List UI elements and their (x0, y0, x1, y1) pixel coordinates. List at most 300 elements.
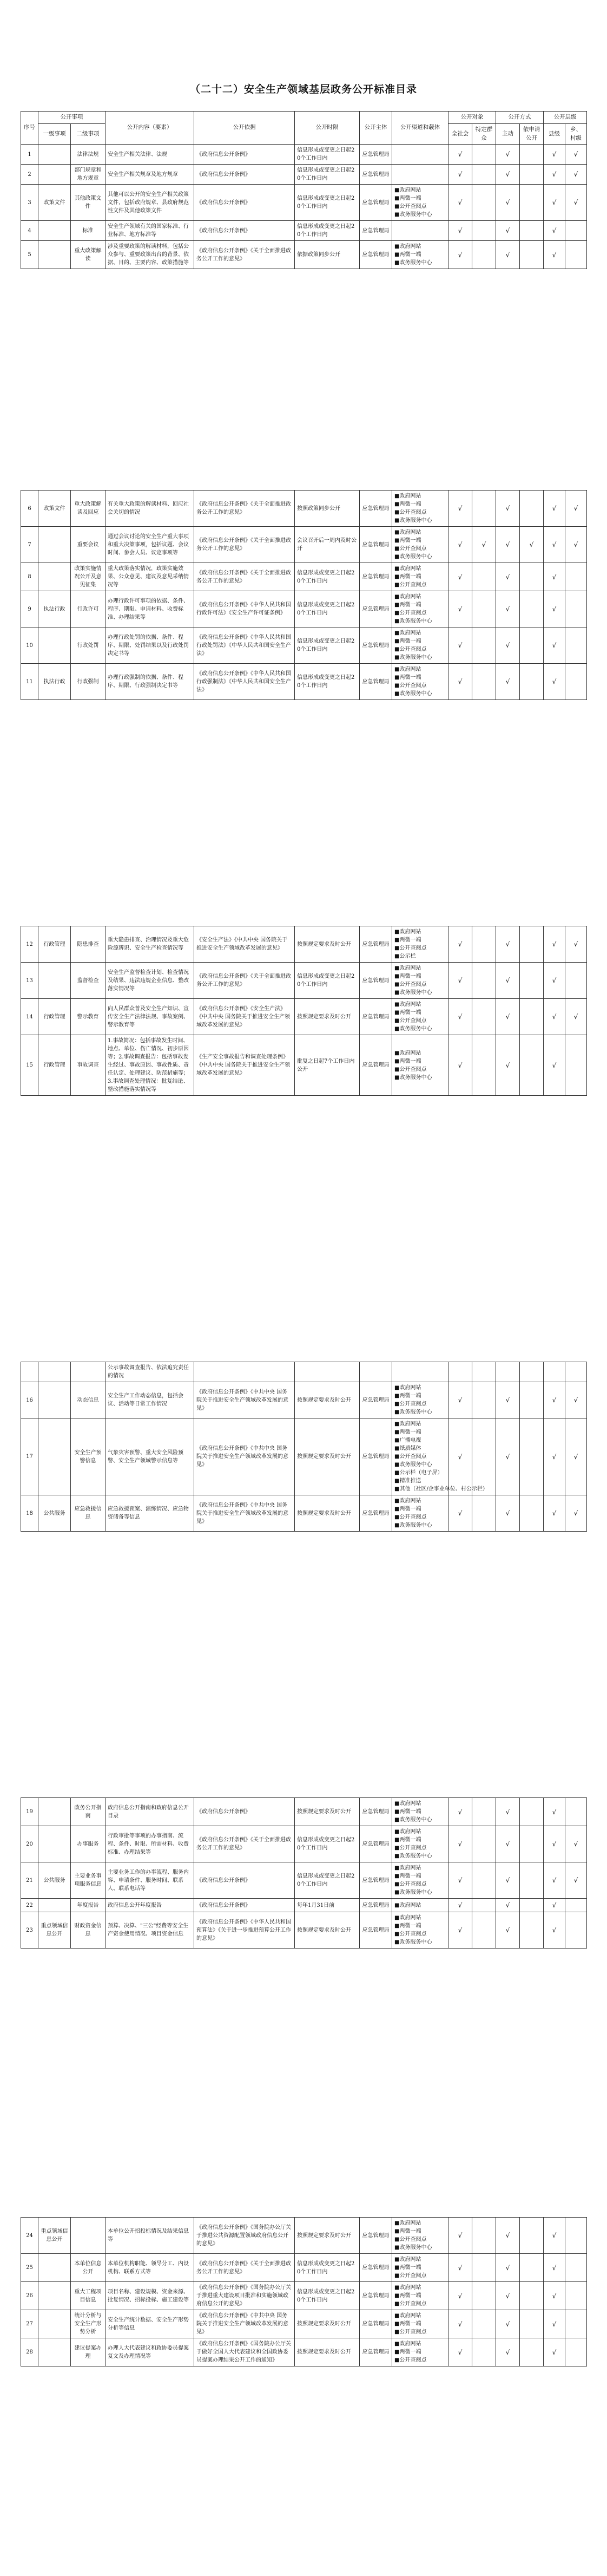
cell-specific (472, 1798, 496, 1826)
cell-basis: 《政府信息公开条例》《关于全面推进政务公开工作的意见》 (194, 1826, 295, 1862)
cell-content: 办理人大代表建议和政协委员提案复文及办理情况等 (105, 2338, 194, 2366)
cell-time: 信息形成或变更之日起20个工作日内 (295, 221, 360, 241)
channel-item: ■公开查阅点 (394, 2301, 427, 2307)
cell-seq: 8 (21, 563, 38, 591)
cell-specific (472, 1382, 496, 1418)
cell-apply (520, 926, 544, 963)
cell-channel (392, 664, 448, 700)
cell-level2: 建议提案办理 (71, 2338, 105, 2366)
cell-county: √ (544, 563, 565, 591)
channel-item: ■政府网站 (394, 1421, 421, 1427)
cell-content: 安全生产领域有关的国家标准、行业标准、地方标准等 (105, 221, 194, 241)
cell-level1: 公共服务 (38, 1495, 71, 1532)
cell-township: √ (565, 1382, 587, 1418)
cell-specific (472, 1362, 496, 1382)
channel-item: ■公开查阅点 (394, 1845, 427, 1851)
channel-item: ■公开查阅点 (394, 945, 427, 951)
cell-county: √ (544, 1912, 565, 1949)
cell-active: √ (496, 1912, 520, 1949)
cell-time: 按照规定要求及时公开 (295, 2310, 360, 2338)
cell-active: √ (496, 2254, 520, 2282)
cell-all-society: √ (448, 1912, 472, 1949)
cell-level2: 本单位信息公开 (71, 2254, 105, 2282)
cell-active: √ (496, 627, 520, 664)
cell-level2: 重要会议 (71, 527, 105, 563)
cell-county: √ (544, 1862, 565, 1899)
cell-specific (472, 165, 496, 185)
table-header-row (21, 112, 587, 124)
cell-county: √ (544, 591, 565, 627)
cell-township (565, 2218, 587, 2254)
cell-level1: 行政管理 (38, 926, 71, 963)
table-row (21, 491, 587, 527)
cell-specific (472, 1912, 496, 1949)
cell-apply (520, 1798, 544, 1826)
cell-subject: 应急管理局 (360, 1862, 392, 1899)
cell-content: 1.事故简况：包括事故发生时间、地点、单位、伤亡情况、初步原因等；2.事故调查报告：包括事故发生经过、事故原因、事故性质、责任认定、处理建议、防范措施等；3.事故调查处理情况：批复结论、整改措施落实情况等 (105, 1035, 194, 1096)
cell-time: 按照规定要求及时公开 (295, 1495, 360, 1532)
channel-item: ■政府网站 (394, 2257, 421, 2263)
cell-channel (392, 627, 448, 664)
cell-level1 (38, 2338, 71, 2366)
cell-subject: 应急管理局 (360, 165, 392, 185)
cell-seq: 20 (21, 1826, 38, 1862)
cell-content: 通过会议讨论的安全生产重大事项和重大决策事项，包括议题、会议时间、参会人员、议定事项等 (105, 527, 194, 563)
cell-content: 本单位公开招投标情况及结果信息等 (105, 2218, 194, 2254)
channel-item: ■政府网站 (394, 1915, 421, 1921)
cell-basis: 《政府信息公开条例》 (194, 221, 295, 241)
header-channel: 公开渠道和载体 (392, 112, 448, 145)
cell-township (565, 1912, 587, 1949)
cell-county: √ (544, 2338, 565, 2366)
cell-level1 (38, 1362, 71, 1382)
cell-time: 信息形成或变更之日起20个工作日内 (295, 1826, 360, 1862)
cell-level2: 行政许可 (71, 591, 105, 627)
cell-subject: 应急管理局 (360, 2338, 392, 2366)
cell-channel (392, 185, 448, 221)
cell-all-society: √ (448, 2338, 472, 2366)
channel-item: ■政务服务中心 (394, 1074, 432, 1081)
cell-county: √ (544, 2282, 565, 2310)
channel-item: ■政务服务中心 (394, 618, 432, 624)
channel-item: ■政府网站 (394, 187, 421, 194)
table-row (21, 1362, 587, 1382)
cell-time: 信息形成或变更之日起20个工作日内 (295, 145, 360, 165)
cell-specific (472, 963, 496, 999)
cell-active: √ (496, 165, 520, 185)
cell-apply (520, 999, 544, 1035)
channel-item: ■公开查阅点 (394, 982, 427, 988)
cell-level2 (71, 2218, 105, 2254)
cell-all-society: √ (448, 527, 472, 563)
cell-time: 按照政策同步公开 (295, 491, 360, 527)
cell-specific (472, 926, 496, 963)
channel-item: ■政府网站 (394, 2285, 421, 2291)
catalog-table-page-4 (21, 1362, 587, 1532)
header-basis: 公开依据 (194, 112, 295, 145)
cell-level2: 监督检查 (71, 963, 105, 999)
cell-content: 公示事故调查报告、依法追究责任的情况 (105, 1362, 194, 1382)
cell-seq: 17 (21, 1418, 38, 1495)
channel-item: ■公开查阅点 (394, 1401, 427, 1407)
channel-item: ■公示栏（电子屏） (394, 1470, 443, 1476)
channel-item: ■政府网站 (394, 1829, 421, 1835)
cell-level1: 行政管理 (38, 999, 71, 1035)
cell-time: 按照规定要求及时公开 (295, 1418, 360, 1495)
table-row (21, 1862, 587, 1899)
table-row (21, 1418, 587, 1495)
channel-item: ■两微一端 (394, 638, 421, 644)
cell-time: 信息形成或变更之日起20个工作日内 (295, 1862, 360, 1899)
cell-apply (520, 1826, 544, 1862)
cell-apply (520, 591, 544, 627)
cell-township: √ (565, 185, 587, 221)
cell-specific (472, 2254, 496, 2282)
cell-channel (392, 2310, 448, 2338)
cell-all-society: √ (448, 221, 472, 241)
cell-subject: 应急管理局 (360, 221, 392, 241)
channel-item: ■两微一端 (394, 501, 421, 507)
cell-channel (392, 926, 448, 963)
cell-level1 (38, 627, 71, 664)
cell-subject (360, 1362, 392, 1382)
cell-seq: 15 (21, 1035, 38, 1096)
cell-specific (472, 563, 496, 591)
cell-level2: 政策实施情况公开及意见征集 (71, 563, 105, 591)
channel-item: ■公开查阅点 (394, 610, 427, 616)
cell-apply (520, 2282, 544, 2310)
cell-seq: 23 (21, 1912, 38, 1949)
cell-all-society: √ (448, 241, 472, 269)
cell-seq: 3 (21, 185, 38, 221)
channel-item: ■两微一端 (394, 1393, 421, 1399)
cell-subject: 应急管理局 (360, 1418, 392, 1495)
cell-time: 按照规定要求及时公开 (295, 1382, 360, 1418)
cell-township: √ (565, 165, 587, 185)
cell-content: 政府信息公开指南和政府信息公开目录 (105, 1798, 194, 1826)
cell-channel (392, 1798, 448, 1826)
cell-time: 信息形成或变更之日起20个工作日内 (295, 2282, 360, 2310)
cell-level1 (38, 2254, 71, 2282)
cell-apply (520, 1035, 544, 1096)
cell-seq: 12 (21, 926, 38, 963)
cell-apply (520, 664, 544, 700)
channel-item: ■公开查阅点 (394, 2273, 427, 2279)
channel-item: ■政务服务中心 (394, 691, 432, 697)
cell-basis: 《安全生产法》《中共中央 国务院关于推进安全生产领域改革发展的意见》 (194, 926, 295, 963)
cell-apply (520, 1899, 544, 1912)
cell-seq: 18 (21, 1495, 38, 1532)
channel-item: ■政务服务中心 (394, 1853, 432, 1859)
header-time: 公开时限 (295, 112, 360, 145)
cell-basis: 《政府信息公开条例》《关于全面推进政务公开工作的意见》 (194, 563, 295, 591)
table-row (21, 999, 587, 1035)
channel-item: ■公开查阅点 (394, 1514, 427, 1520)
cell-subject: 应急管理局 (360, 627, 392, 664)
cell-county: √ (544, 491, 565, 527)
cell-active: √ (496, 664, 520, 700)
cell-time: 依据政策同步公开 (295, 241, 360, 269)
cell-subject: 应急管理局 (360, 145, 392, 165)
cell-township (565, 963, 587, 999)
cell-level1 (38, 241, 71, 269)
cell-level1 (38, 527, 71, 563)
catalog-table-page-6 (21, 2217, 587, 2366)
cell-specific (472, 1035, 496, 1096)
cell-township (565, 563, 587, 591)
cell-content: 办理行政处罚的依据、条件、程序、期限、处罚结果以及行政处罚决定书等 (105, 627, 194, 664)
channel-item: ■两微一端 (394, 2293, 421, 2299)
cell-township (565, 2338, 587, 2366)
cell-basis: 《政府信息公开条例》《中共中央 国务院关于推进安全生产领域改革发展的意见》 (194, 2310, 295, 2338)
cell-township: √ (565, 1826, 587, 1862)
cell-time: 信息形成或变更之日起20个工作日内 (295, 664, 360, 700)
table-row (21, 2218, 587, 2254)
table-row (21, 1826, 587, 1862)
header-seq: 序号 (21, 112, 38, 145)
cell-content: 安全生产相关规章及地方规章 (105, 165, 194, 185)
channel-item: ■公开查阅点 (394, 2237, 427, 2242)
cell-content: 办理行政许可事项的依据、条件、程序、期限、申请材料、收费标准、办理结果等 (105, 591, 194, 627)
cell-time: 按照规定要求及时公开 (295, 926, 360, 963)
cell-level1: 行政管理 (38, 1035, 71, 1096)
table-row (21, 2254, 587, 2282)
cell-level1 (38, 2282, 71, 2310)
cell-time: 信息形成或变更之日起20个工作日内 (295, 165, 360, 185)
cell-all-society: √ (448, 491, 472, 527)
cell-active: √ (496, 527, 520, 563)
cell-level1 (38, 563, 71, 591)
channel-item: ■政府网站 (394, 929, 421, 935)
cell-specific (472, 241, 496, 269)
cell-seq: 13 (21, 963, 38, 999)
cell-level2: 重大政策解读及回应 (71, 491, 105, 527)
cell-time: 按照规定要求及时公开 (295, 999, 360, 1035)
cell-apply (520, 1912, 544, 1949)
cell-basis: 《政府信息公开条例》《国务院办公厅关于推进公共资源配置领域政府信息公开的意见》 (194, 2218, 295, 2254)
cell-level2: 警示教育 (71, 999, 105, 1035)
cell-subject: 应急管理局 (360, 1382, 392, 1418)
cell-township: √ (565, 1418, 587, 1495)
cell-basis: 《政府信息公开条例》《中华人民共和国行政许可法》《安全生产许可证条例》 (194, 591, 295, 627)
cell-subject: 应急管理局 (360, 999, 392, 1035)
cell-seq: 26 (21, 2282, 38, 2310)
channel-item: ■两微一端 (394, 1873, 421, 1879)
cell-township: √ (565, 1862, 587, 1899)
cell-subject: 应急管理局 (360, 1495, 392, 1532)
cell-all-society: √ (448, 2254, 472, 2282)
cell-level1 (38, 165, 71, 185)
channel-item: ■两微一端 (394, 675, 421, 681)
cell-channel (392, 145, 448, 165)
cell-content: 项目名称、建设规模、资金来源、批复情况、招标投标、施工建设等 (105, 2282, 194, 2310)
cell-channel (392, 999, 448, 1035)
channel-item: ■两微一端 (394, 2321, 421, 2327)
cell-seq: 11 (21, 664, 38, 700)
cell-seq: 22 (21, 1899, 38, 1912)
cell-content: 安全生产工作动态信息，包括会议、活动等日常工作情况 (105, 1382, 194, 1418)
cell-time: 按照规定要求及时公开 (295, 2218, 360, 2254)
cell-content: 预算、决算、"三公"经费等安全生产资金使用情况、项目资金信息 (105, 1912, 194, 1949)
cell-level2: 重大工程项目信息 (71, 2282, 105, 2310)
table-row (21, 241, 587, 269)
cell-content: 本单位机构职能、领导分工、内设机构、联系方式等 (105, 2254, 194, 2282)
cell-township (565, 664, 587, 700)
channel-item: ■政府网站 (394, 630, 421, 636)
cell-apply (520, 963, 544, 999)
cell-level2: 事故调查 (71, 1035, 105, 1096)
channel-item: ■公开查阅点 (394, 1931, 427, 1937)
cell-township (565, 591, 587, 627)
cell-township: √ (565, 999, 587, 1035)
channel-item: ■两微一端 (394, 574, 421, 580)
cell-all-society: √ (448, 563, 472, 591)
cell-county: √ (544, 1826, 565, 1862)
header-level1: 一级事项 (38, 123, 71, 145)
cell-content: 涉及重要政策的解读材料，包括公众参与、重要政策出台的背景、依据、目的、主要内容、政策措施等 (105, 241, 194, 269)
channel-item: ■政府网站 (394, 1002, 421, 1008)
cell-time: 信息形成或变更之日起20个工作日内 (295, 963, 360, 999)
cell-basis: 《生产安全事故报告和调查处理条例》《中共中央 国务院关于推进安全生产领域改革发展的意见》 (194, 1035, 295, 1096)
cell-time: 信息形成或变更之日起20个工作日内 (295, 563, 360, 591)
cell-channel (392, 1362, 448, 1382)
cell-level2: 重大政策解读 (71, 241, 105, 269)
cell-township: √ (565, 145, 587, 165)
table-row (21, 1382, 587, 1418)
cell-level2: 财政资金信息 (71, 1912, 105, 1949)
channel-item: ■公开查阅点 (394, 1066, 427, 1073)
cell-level2: 其他政策文件 (71, 185, 105, 221)
cell-level1 (38, 963, 71, 999)
channel-item: ■两微一端 (394, 538, 421, 544)
cell-channel (392, 1382, 448, 1418)
cell-level2: 行政处罚 (71, 627, 105, 664)
table-row (21, 1798, 587, 1826)
cell-content: 气象灾害预警、重大安全风险预警、安全生产领域警示信息等 (105, 1418, 194, 1495)
header-active: 主动 (496, 123, 520, 145)
cell-apply (520, 1862, 544, 1899)
channel-item: ■两微一端 (394, 1010, 421, 1016)
cell-active: √ (496, 145, 520, 165)
cell-active: √ (496, 1418, 520, 1495)
cell-content: 重大隐患排查、治理情况及重大危险源辨识、安全生产检查情况等 (105, 926, 194, 963)
cell-apply (520, 185, 544, 221)
table-row (21, 1912, 587, 1949)
cell-township (565, 1899, 587, 1912)
cell-basis: 《政府信息公开条例》《中共中央 国务院关于推进安全生产领域改革发展的意见》 (194, 1382, 295, 1418)
cell-level2: 办事服务 (71, 1826, 105, 1862)
cell-level2: 政务公开指南 (71, 1798, 105, 1826)
cell-apply (520, 2310, 544, 2338)
cell-subject: 应急管理局 (360, 185, 392, 221)
cell-apply (520, 2338, 544, 2366)
channel-item: ■公开查阅点 (394, 683, 427, 689)
channel-item: ■两微一端 (394, 195, 421, 202)
header-target: 公开对象 (448, 112, 496, 124)
cell-channel (392, 2254, 448, 2282)
cell-all-society (448, 1362, 472, 1382)
cell-township (565, 1362, 587, 1382)
cell-township: √ (565, 926, 587, 963)
cell-seq: 1 (21, 145, 38, 165)
cell-channel (392, 1418, 488, 1495)
channel-item: ■两微一端 (394, 252, 421, 258)
table-row (21, 1035, 587, 1096)
cell-active: √ (496, 491, 520, 527)
cell-level1: 公共服务 (38, 1862, 71, 1899)
cell-level1 (38, 1899, 71, 1912)
cell-channel (392, 1826, 448, 1862)
cell-level1 (38, 2310, 71, 2338)
cell-level2: 行政强制 (71, 664, 105, 700)
cell-seq: 5 (21, 241, 38, 269)
cell-level2: 标准 (71, 221, 105, 241)
cell-subject: 应急管理局 (360, 1826, 392, 1862)
cell-all-society: √ (448, 1826, 472, 1862)
cell-level1 (38, 1382, 71, 1418)
channel-item: ■公开查阅点 (394, 509, 427, 515)
channel-item: ■公开查阅点 (394, 1018, 427, 1024)
cell-level1: 执法行政 (38, 664, 71, 700)
header-county: 县级 (544, 123, 565, 145)
cell-township (565, 2254, 587, 2282)
channel-item: ■精准推送 (394, 1478, 421, 1484)
cell-subject: 应急管理局 (360, 1912, 392, 1949)
cell-channel (392, 2338, 448, 2366)
cell-specific (472, 2338, 496, 2366)
cell-level1: 政策文件 (38, 491, 71, 527)
cell-county: √ (544, 1418, 565, 1495)
channel-item: ■政府网站 (394, 529, 421, 535)
cell-basis: 《政府信息公开条例》《国务院办公厅关于做好全国人大代表建议和全国政协委员提案办理结果公开工作的通知》 (194, 2338, 295, 2366)
table-row (21, 185, 587, 221)
cell-township: √ (565, 1495, 587, 1532)
cell-basis: 《政府信息公开条例》 (194, 165, 295, 185)
cell-basis (194, 1362, 295, 1382)
channel-item: ■政府网站 (394, 244, 421, 250)
cell-content: 有关重大政策的解读材料、回应社会关切的情况 (105, 491, 194, 527)
cell-channel (392, 1912, 448, 1949)
cell-time: 每年1月31日前 (295, 1899, 360, 1912)
cell-basis: 《政府信息公开条例》 (194, 185, 295, 221)
cell-basis: 《政府信息公开条例》《关于全面推进政务公开工作的意见》 (194, 963, 295, 999)
channel-item: ■政务服务中心 (394, 518, 432, 524)
cell-subject: 应急管理局 (360, 2310, 392, 2338)
cell-county: √ (544, 241, 565, 269)
cell-county: √ (544, 963, 565, 999)
cell-apply (520, 241, 544, 269)
cell-seq: 28 (21, 2338, 38, 2366)
channel-item: ■政务服务中心 (394, 1939, 432, 1945)
cell-all-society: √ (448, 1899, 472, 1912)
cell-all-society: √ (448, 1382, 472, 1418)
cell-subject: 应急管理局 (360, 563, 392, 591)
channel-item: ■公示栏 (394, 953, 416, 959)
cell-all-society: √ (448, 664, 472, 700)
cell-level2 (71, 1362, 105, 1382)
catalog-table-page-3 (21, 926, 587, 1096)
cell-specific (472, 664, 496, 700)
cell-county: √ (544, 1899, 565, 1912)
cell-all-society: √ (448, 1035, 472, 1096)
channel-item: ■两微一端 (394, 937, 421, 943)
channel-item: ■政务服务中心 (394, 260, 432, 266)
channel-item: ■政府网站 (394, 2220, 421, 2226)
cell-specific (472, 1862, 496, 1899)
cell-all-society: √ (448, 591, 472, 627)
channel-item: ■公开查阅点 (394, 2329, 427, 2335)
channel-item: ■政务服务中心 (394, 1409, 432, 1415)
